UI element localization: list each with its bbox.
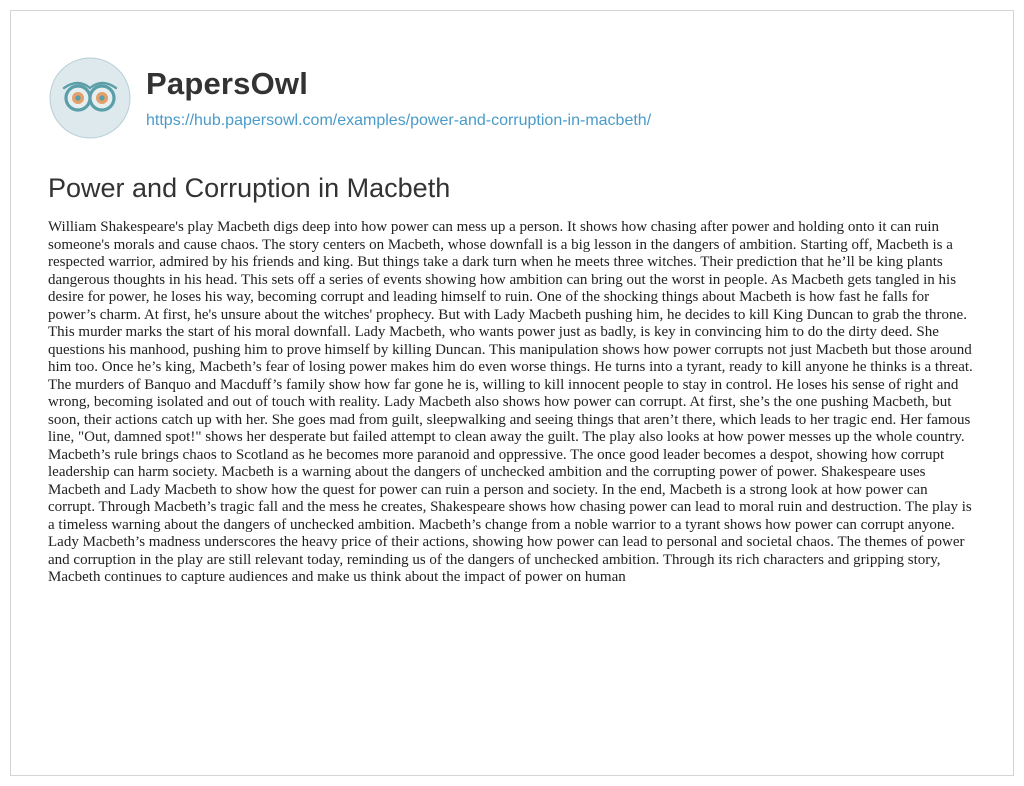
brand [146, 66, 651, 130]
document-title: Power and Corruption in Macbeth [48, 173, 451, 203]
header [48, 58, 651, 138]
document-body: William Shakespeare's play Macbeth digs deep into how power can mess up a person. It shows how chasing after power and holding onto it can ruin someone's morals and cause chaos. The story centers on Macbeth, whose downfall is a big lesson in the dangers of ambition. Starting off, Macbeth is a respected warrior, admired by his friends and king. But things take a dark turn when he meets three witches. Their prediction that he’ll be king plants dangerous thoughts in his head. This sets off a series of events showing how ambition can bring out the worst in people. As Macbeth gets tangled in his desire for power, he loses his way, becoming corrupt and leading himself to ruin. One of the shocking things about Macbeth is how fast he falls for power’s charm. At first, he's unsure about the witches' prophecy. But with Lady Macbeth pushing him, he decides to kill King Duncan to grab the throne. This murder marks the start of his moral downfall. Lady Macbeth, who wants power just as badly, is key in convincing him to do the dirty deed. She questions his manhood, pushing him to prove himself by killing Duncan. This manipulation shows how power corrupts not just Macbeth but those around him too. Once he’s king, Macbeth’s fear of losing power makes him do even worse things. He turns into a tyrant, ready to kill anyone he thinks is a threat. The murders of Banquo and Macduff’s family show how far gone he is, willing to kill innocent people to stay in control. He loses his sense of right and wrong, becoming isolated and out of touch with reality. Lady Macbeth also shows how power can corrupt. At first, she’s the one pushing Macbeth, but soon, their actions catch up with her. She goes mad from guilt, sleepwalking and seeing things that aren’t there, which leads to her tragic end. Her famous line, "Out, damned spot!" shows her desperate but failed attempt to clean away the guilt. The play also looks at how power messes up the whole country. Macbeth’s rule brings chaos to Scotland as he becomes more paranoid and oppressive. The once good leader becomes a despot, showing how corrupt leadership can harm society. Macbeth is a warning about the dangers of unchecked ambition and the corrupting power of power. Shakespeare uses Macbeth and Lady Macbeth to show how the quest for power can ruin a person and society. In the end, Macbeth is a strong look at how power can corrupt. Through Macbeth’s tragic fall and the mess he creates, Shakespeare shows how chasing power can lead to moral ruin and destruction. The play is a timeless warning about the dangers of unchecked ambition. Macbeth’s change from a noble warrior to a tyrant shows how power can corrupt anyone. Lady Macbeth’s madness underscores the heavy price of their actions, showing how power can lead to personal and societal chaos. The themes of power and corruption in the play are still relevant today, reminding us of the dangers of unchecked ambition. Through its rich characters and gripping story, Macbeth continues to capture audiences and make us think about the impact of power on human [48, 219, 973, 585]
source-url-link[interactable]: https://hub.papersowl.com/examples/power-and-corruption-in-macbeth/ [146, 112, 652, 129]
owl-eyes-icon [48, 56, 132, 140]
brand-name: PapersOwl [146, 66, 309, 101]
